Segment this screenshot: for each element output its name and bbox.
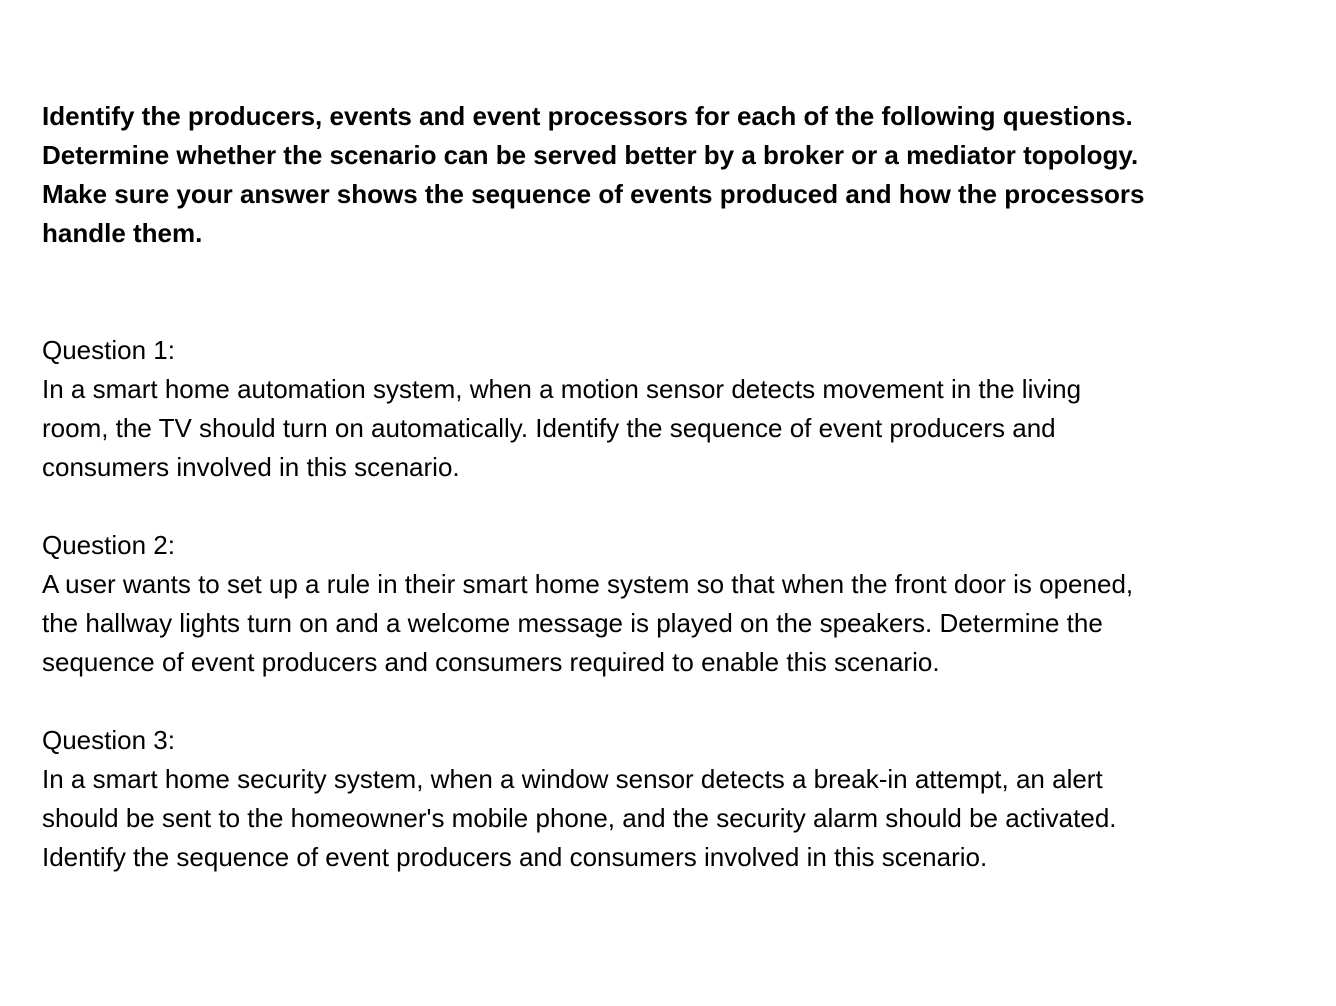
question-heading: Question 3:	[42, 725, 175, 755]
question-heading: Question 1:	[42, 335, 175, 365]
question-text-line: A user wants to set up a rule in their smart home system so that when the front door is opened,	[42, 569, 1134, 599]
instructions-block	[42, 97, 1312, 253]
question-3	[42, 721, 1312, 877]
question-text-line: In a smart home security system, when a window sensor detects a break-in attempt, an alert	[42, 764, 1103, 794]
question-text-line: should be sent to the homeowner's mobile phone, and the security alarm should be activated.	[42, 803, 1117, 833]
instruction-line: Make sure your answer shows the sequence of events produced and how the processors	[42, 179, 1145, 209]
question-text-line: Identify the sequence of event producers and consumers involved in this scenario.	[42, 842, 988, 872]
question-text-line: sequence of event producers and consumers required to enable this scenario.	[42, 647, 940, 677]
question-text-line: In a smart home automation system, when a motion sensor detects movement in the living	[42, 374, 1082, 404]
question-text-line: room, the TV should turn on automatically. Identify the sequence of event producers and	[42, 413, 1056, 443]
question-heading: Question 2:	[42, 530, 175, 560]
question-text-line: consumers involved in this scenario.	[42, 452, 460, 482]
instruction-line: Identify the producers, events and event processors for each of the following questions.	[42, 101, 1133, 131]
question-2	[42, 526, 1312, 682]
question-1	[42, 331, 1312, 487]
instruction-line: handle them.	[42, 218, 203, 248]
instruction-line: Determine whether the scenario can be served better by a broker or a mediator topology.	[42, 140, 1139, 170]
question-text-line: the hallway lights turn on and a welcome message is played on the speakers. Determine the	[42, 608, 1103, 638]
document-body	[42, 97, 1312, 877]
